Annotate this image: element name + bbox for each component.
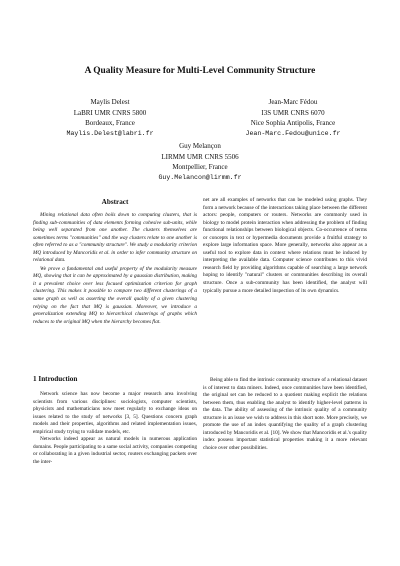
author-block-1	[37, 97, 183, 139]
right-column-bottom	[203, 377, 367, 452]
author-block-2	[218, 97, 368, 139]
section-heading-introduction: 1 Introduction	[33, 375, 78, 383]
author-block-3	[100, 141, 300, 183]
paper-title: A Quality Measure for Multi-Level Community Structure	[84, 66, 316, 76]
body-paragraph: net are all examples of networks that can be modeled using graphs. They form a network because of the interactions taking place between the different actors: people, computers or routers. Networks are commonly used in biology to model protein interaction when addressing the problem of finding functional relationships between biological objects. Co-occurrence of terms or concepts in text or hypermedia documents provide a fruitful strategy to explore large information space. More generally, networks also appear as a useful tool to explore data in context where relations must be induced by interpreting the available data. Computer science contributes to this vivid research field by providing algorithms capable of searching a large network hoping to identify "natural" clusters or communities describing its overall structure. Once a sub-community has been identified, the analyst will typically pursue a more detailed inspection of its own dynamics.	[203, 197, 367, 294]
abstract-paragraph: We prove a fundamental and useful property of the modularity measure MQ, showing that it can be approximated by a gaussian distribution, making it a prevalent choice over less focused optimization criterion for graph clustering. This makes it possible to compare two different clusterings of a same graph as well as asserting the overall quality of a given clustering relying on the fact that MQ is gaussian. Moreover, we introduce a generalization extending MQ to hierarchical clusterings of graphs which reduces to the original MQ when the hierarchy becomes flat.	[33, 265, 197, 325]
author-email: Guy.Melancon@lirmm.fr	[158, 173, 242, 181]
author-lab: I3S UMR CNRS 6070	[261, 108, 325, 117]
abstract-body	[33, 212, 197, 326]
author-email: Maylis.Delest@labri.fr	[66, 129, 154, 137]
author-lab: LaBRI UMR CNRS 5800	[73, 108, 147, 117]
author-name: Maylis Delest	[90, 98, 130, 106]
author-name: Jean-Marc Fédou	[268, 98, 318, 106]
abstract-paragraph: Mining relational data often boils down to computing clusters, that is finding sub-communities of data elements forming cohesive sub-units, while being well separated from one another. The clusters themselves are sometimes terms "communities" and the way clusters relate to one another is often referred to as a "community structure". We study a modularity criterion MQ introduced by Mancoridis et al. in order to infer community structure on relational data.	[33, 212, 197, 264]
body-paragraph: Network science has now become a major research area involving scientists from various disciplines: sociologists, computer scientists, physicists and mathematicians now meet regularly to exchange ideas on issues related to the study of networks [3, 5]. Questions concern graph models and their properties, algorithms and related implementation issues, empirical study trying to validate models, etc.	[33, 391, 197, 435]
author-lab: LIRMM UMR CNRS 5506	[161, 152, 239, 161]
body-paragraph: Networks indeed appear as natural models in numerous application domains. People participating to a same social activity, companies competing or collaborating in a given industrial sector, routers exchanging packets over the inter-	[33, 436, 197, 465]
abstract-heading: Abstract	[101, 198, 129, 206]
introduction-body	[33, 391, 197, 466]
author-city: Montpellier, France	[172, 163, 228, 172]
author-city: Nice Sophia Antipolis, France	[250, 119, 336, 128]
body-paragraph: Being able to find the intrinsic community structure of a relational dataset is of interest to data miners. Indeed, once communities have been identified, the original set can be reduced to a quotient making explicit the relations between them, thus enabling the analyst to identify higher-level patterns in the data. The ability of assessing of the intrinsic quality of a community structure is an issue we wish to address in this short note. More precisely, we promote the use of an index quantifying the quality of a graph clustering introduced by Mancoridis et al. [10]. We show that Mancoridis et al.'s quality index possess important statistical properties making it a more relevant choice over other possibilities.	[203, 377, 367, 451]
author-city: Bordeaux, France	[85, 119, 135, 128]
right-column-top	[203, 197, 367, 295]
author-email: Jean-Marc.Fedou@unice.fr	[245, 129, 341, 137]
author-name: Guy Melançon	[179, 142, 221, 150]
